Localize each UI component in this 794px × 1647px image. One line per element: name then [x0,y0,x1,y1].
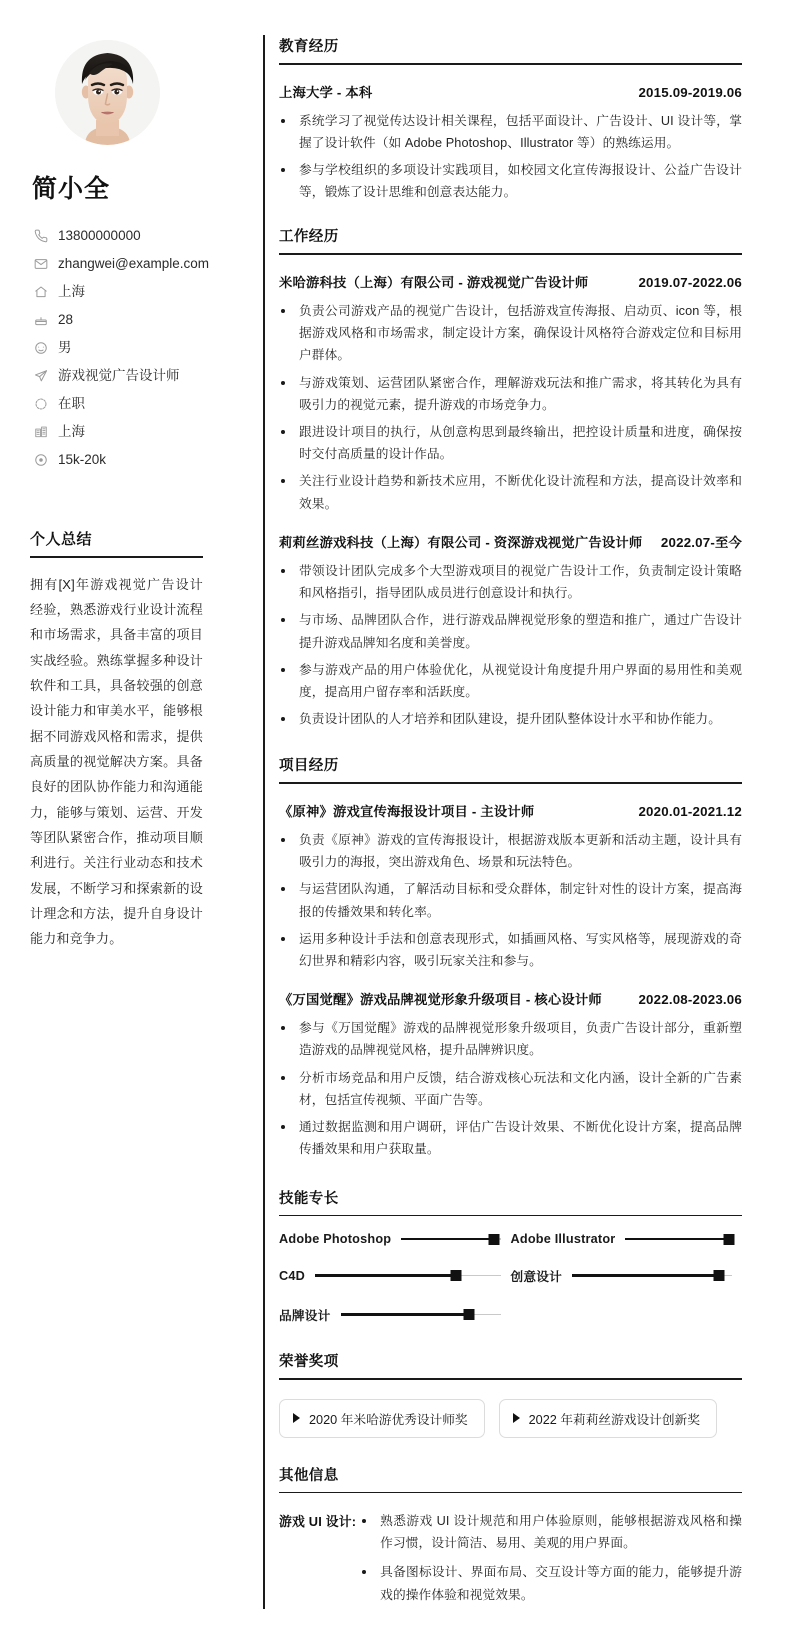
bullet-item: 运用多种设计手法和创意表现形式，如插画风格、写实风格等，展现游戏的奇幻世界和精彩内容，吸引玩家关注和参与。 [279,928,742,972]
skill-item [511,1266,743,1285]
skill-slider[interactable] [341,1308,501,1322]
entry-title: 米哈游科技（上海）有限公司 - 游戏视觉广告设计师 [279,274,589,290]
entry-date: 2020.01-2021.12 [638,803,742,819]
skill-item [279,1305,511,1324]
slider-knob[interactable] [450,1270,461,1281]
other-info-label: 游戏 UI 设计: [279,1514,357,1529]
entry-header [279,272,742,291]
skill-item [279,1232,511,1246]
entry [279,82,742,204]
sidebar [0,30,233,1647]
column-divider [263,35,265,1609]
contact-item-gender [30,334,203,362]
entry-bullets [279,110,742,204]
entry [279,532,742,731]
entry-date: 2022.08-2023.06 [638,992,742,1008]
bullet-item: 负责设计团队的人才培养和团队建设，提升团队整体设计水平和协作能力。 [279,708,742,730]
entry-bullets [360,1510,742,1606]
contact-item-work-city [30,418,203,446]
entry [279,801,742,972]
bullet-item: 跟进设计项目的执行，从创意构思到最终输出，把控设计质量和进度，确保按时交付高质量的设计作品。 [279,421,742,465]
section-divider [279,63,742,65]
building-icon [32,424,49,441]
refresh-icon [32,396,49,413]
contact-item-age [30,306,203,334]
section-title: 个人总结 [30,531,93,548]
section-title: 工作经历 [279,229,339,246]
bullet-item: 负责《原神》游戏的宣传海报设计，根据游戏版本更新和活动主题，设计具有吸引力的海报，突出游戏角色、场景和玩法特色。 [279,829,742,873]
bullet-item: 与运营团队沟通，了解活动目标和受众群体，制定针对性的设计方案，提高海报的传播效果和转化率。 [279,878,742,922]
contact-item-email [30,250,210,278]
bullet-item: 负责公司游戏产品的视觉广告设计，包括游戏宣传海报、启动页、icon 等，根据游戏风格和市场需求，制定设计方案，确保设计风格符合游戏定位和目标用户群体。 [279,300,742,367]
section-awards [279,1350,742,1438]
section-title: 技能专长 [279,1190,339,1207]
section-divider [279,782,742,784]
entry-header [279,82,742,101]
section-divider [30,556,203,558]
contact-value: 在职 [58,395,85,411]
section-title: 项目经历 [279,758,339,775]
bullet-item: 系统学习了视觉传达设计相关课程，包括平面设计、广告设计、UI 设计等，掌握了设计软件（如 Adobe Photoshop、Illustrator 等）的熟练运用。 [279,110,742,154]
section-divider [279,1215,742,1217]
slider-fill [401,1238,493,1240]
awards-list [279,1399,742,1438]
entry-header [279,801,742,820]
entry-title: 莉莉丝游戏科技（上海）有限公司 - 资深游戏视觉广告设计师 [279,534,643,550]
section-projects [279,754,742,1160]
bullet-item: 熟悉游戏 UI 设计规范和用户体验原则，能够根据游戏风格和操作习惯，设计简洁、易用、美观的用户界面。 [360,1510,742,1554]
entry-date: 2015.09-2019.06 [638,84,742,100]
section-skills [279,1187,742,1345]
skill-slider[interactable] [572,1269,732,1283]
skill-slider[interactable] [315,1269,501,1283]
skill-label: C4D [279,1268,305,1283]
contact-item-job-title [30,362,203,390]
skill-item [279,1266,511,1285]
skill-label: 创意设计 [510,1270,563,1284]
skill-label: Adobe Photoshop [279,1232,392,1246]
entry-bullets [279,1017,742,1160]
entry [279,272,742,515]
bullet-item: 参与《万国觉醒》游戏的品牌视觉形象升级项目，负责广告设计部分，重新塑造游戏的品牌视觉风格，提升品牌辨识度。 [279,1017,742,1061]
award-chip[interactable] [499,1399,717,1438]
bullet-item: 分析市场竞品和用户反馈，结合游戏核心玩法和文化内涵，设计全新的广告素材，包括宣传视频、平面广告等。 [279,1067,742,1111]
section-divider [279,1378,742,1380]
award-label: 2020 年米哈游优秀设计师奖 [309,1412,468,1427]
entry-date: 2019.07-2022.06 [638,274,742,290]
skill-slider[interactable] [401,1232,500,1246]
entry-header [279,532,742,551]
entry-title: 《万国觉醒》游戏品牌视觉形象升级项目 - 核心设计师 [279,992,602,1008]
section-title: 荣誉奖项 [279,1354,339,1370]
avatar [55,40,160,145]
play-triangle-icon [513,1413,520,1423]
slider-knob[interactable] [714,1270,725,1281]
contact-value: 上海 [58,423,85,439]
other-info-body [356,1510,742,1613]
gender-icon [32,340,49,357]
award-chip[interactable] [279,1399,485,1438]
slider-fill [315,1274,456,1276]
cake-icon [32,312,49,329]
section-divider [279,253,742,255]
contact-value: 13800000000 [58,227,141,243]
bullet-item: 通过数据监测和用户调研，评估广告设计效果、不断优化设计方案，提高品牌传播效果和用户获取量。 [279,1116,742,1160]
bullet-item: 带领设计团队完成多个大型游戏项目的视觉广告设计工作，负责制定设计策略和风格指引，指导团队成员进行创意设计和执行。 [279,560,742,604]
contact-value: zhangwei@example.com [58,255,210,271]
section-other-info [279,1464,742,1613]
play-triangle-icon [293,1413,300,1423]
other-info-row [279,1510,742,1613]
entry-bullets [279,829,742,972]
skill-label: Adobe Illustrator [510,1232,616,1246]
summary-text: 拥有[X]年游戏视觉广告设计经验，熟悉游戏行业设计流程和市场需求，具备丰富的项目实战经验。熟练掌握多种设计软件和工具，具备较强的创意设计能力和审美水平，能够根据不同游戏风格和需求，提供高质量的视觉解决方案。具备良好的团队协作能力和沟通能力，能够与策划、运营、开发等团队紧密合作，推动项目顺利进行。关注行业动态和技术发展，不断学习和探索新的设计理念和方法，提升自身设计能力和竞争力。 [30,576,203,947]
award-label: 2022 年莉莉丝游戏设计创新奖 [528,1412,700,1427]
section-summary [30,528,203,952]
bullet-item: 与市场、品牌团队合作，进行游戏品牌视觉形象的塑造和推广，通过广告设计提升游戏品牌知名度和美誉度。 [279,609,742,653]
bullet-item: 与游戏策划、运营团队紧密合作，理解游戏玩法和推广需求，将其转化为具有吸引力的视觉元素，提升游戏的市场竞争力。 [279,372,742,416]
entry [279,989,742,1160]
section-divider [279,1492,742,1494]
paper-plane-icon [32,368,49,385]
bullet-item: 参与学校组织的多项设计实践项目，如校园文化宣传海报设计、公益广告设计等，锻炼了设计思维和创意表达能力。 [279,159,742,203]
slider-knob[interactable] [723,1234,734,1245]
contact-item-status [30,390,203,418]
contact-value: 男 [58,339,72,355]
main-content [233,30,794,1647]
slider-fill [341,1313,469,1315]
entry-title: 《原神》游戏宣传海报设计项目 - 主设计师 [279,803,535,819]
home-icon [32,284,49,301]
skill-item [511,1232,743,1246]
skills-grid [279,1232,742,1344]
section-education [279,35,742,203]
entry-bullets [279,300,742,515]
bullet-item: 参与游戏产品的用户体验优化，从视觉设计角度提升用户界面的易用性和美观度，提高用户留存率和活跃度。 [279,659,742,703]
portrait-photo-icon [55,40,160,145]
envelope-icon [32,256,49,273]
section-title: 教育经历 [279,39,339,55]
skill-label: 品牌设计 [279,1309,331,1323]
contact-value: 游戏视觉广告设计师 [58,367,180,383]
slider-fill [572,1274,719,1276]
phone-icon [32,228,49,245]
page-title: 简小全 [32,175,111,203]
bullet-item: 具备图标设计、界面布局、交互设计等方面的能力，能够提升游戏的操作体验和视觉效果。 [360,1561,742,1605]
section-title: 其他信息 [279,1467,339,1484]
bullet-item: 关注行业设计趋势和新技术应用，不断优化设计流程和方法，提高设计效率和效果。 [279,470,742,514]
slider-knob[interactable] [463,1309,474,1320]
contact-item-salary [30,446,203,474]
contact-value: 15k-20k [58,451,107,467]
section-work [279,225,742,730]
contact-item-hometown [30,278,203,306]
entry-title: 上海大学 - 本科 [279,84,373,100]
contact-value: 上海 [58,283,85,299]
entry-bullets [279,560,742,731]
slider-knob[interactable] [488,1234,499,1245]
contact-value: 28 [58,311,74,327]
entry-date: 2022.07-至今 [660,534,742,550]
skill-slider[interactable] [625,1232,732,1246]
contact-list [30,222,210,474]
target-icon [32,452,49,469]
entry-header [279,989,742,1008]
slider-fill [625,1238,728,1240]
contact-item-phone [30,222,203,250]
